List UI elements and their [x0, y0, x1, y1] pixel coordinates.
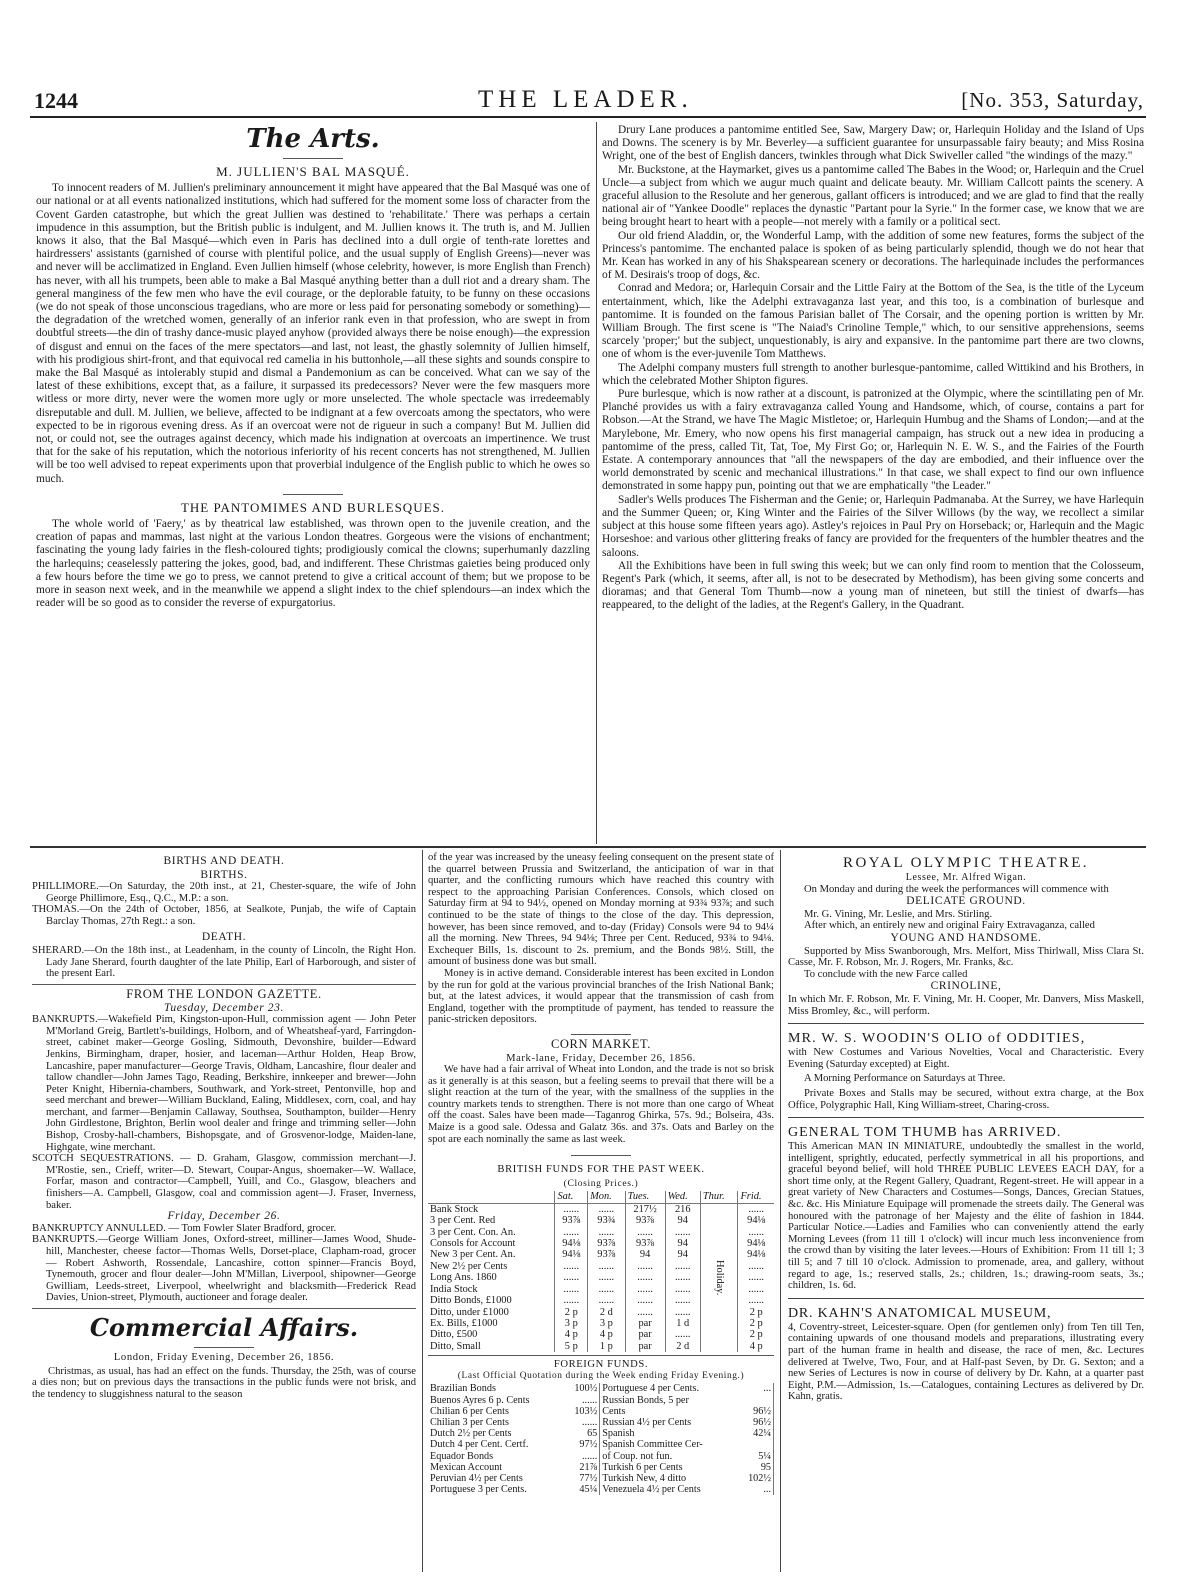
- price-cell: 4 p: [555, 1329, 588, 1340]
- bankrupts-list: BANKRUPTS.—George William Jones, Oxford-street, milliner—James Wood, Shude-hill, Manchester, cheese factor—Thomas Wells, Dorset-place, Clapham-road, grocer — Robert Ashworth, Rossendale, Lancashire, cotton spinner—Francis Boyd, Tynemouth, grocer and flour dealer—John M'Millan, Liverpool, shipowner—George Gwilliam, Leeds-street, Liverpool, wheelwright and blacksmith—Frederick Read Davies, Union-street, Plymouth, auctioneer and forage dealer.: [32, 1234, 416, 1304]
- tom-thumb-title: GENERAL TOM THUMB has ARRIVED.: [788, 1125, 1062, 1141]
- gazette-date: Friday, December 26.: [167, 1210, 281, 1223]
- commercial-column: [428, 852, 774, 1572]
- births-subtitle: BIRTHS.: [200, 868, 248, 881]
- price-cell: ......: [625, 1307, 665, 1318]
- page-header: [30, 86, 1146, 118]
- price-cell: ......: [588, 1261, 626, 1272]
- divider: [788, 1023, 1144, 1024]
- price-cell: ......: [738, 1261, 774, 1272]
- price-cell: 93⅞: [588, 1249, 626, 1260]
- fund-name-cell: Spanish Committee Cer-: [602, 1439, 703, 1451]
- commercial-text: Christmas, as usual, has had an effect on the funds. Thursday, the 25th, was of course a dies non; but on previous days the transactions in the public funds were not brisk, and the tendency to sluggishness natural to the season: [32, 1365, 416, 1400]
- fund-name-cell: Buenos Ayres 6 p. Cents: [430, 1394, 530, 1406]
- column-header: Thur.: [700, 1191, 738, 1203]
- table-row: [428, 1428, 774, 1439]
- olympic-after: After which, an entirely new and original Fairy Extravaganza, called: [804, 920, 1095, 932]
- divider: [32, 984, 416, 985]
- holiday-cell: Holiday.: [700, 1203, 738, 1352]
- fund-name-cell: Chilian 6 per Cents: [430, 1405, 509, 1417]
- theatre-paragraph: All the Exhibitions have been in full swing this week; but we can only find room to mention that the Colosseum, Regent's Park (which, it seems, after all, is not to be desecrated by Methodism), has been giving some concerts and dioramas; and that General Tom Thumb—now a young man of nineteen, but still the tiniest of dwarfs—has reappeared, to the delight of the ladies, at the Regent's Gallery, in the Quadrant.: [602, 559, 1144, 612]
- british-funds-table: [428, 1191, 774, 1352]
- column-rule: [422, 850, 423, 1572]
- section-rule: [30, 846, 1146, 848]
- olympic-conclude: To conclude with the new Farce called: [804, 968, 968, 980]
- price-cell: ...: [738, 1484, 774, 1495]
- british-funds-subtitle: (Closing Prices.): [563, 1177, 639, 1189]
- olympic-play: DELICATE GROUND.: [906, 895, 1026, 908]
- price-cell: ......: [665, 1295, 700, 1306]
- theatre-paragraph: Mr. Buckstone, at the Haymarket, gives us a pantomime called The Babes in the Wood; or, Harlequin and the Cruel Uncle—a subject from which we augur much quaint and delicate beauty. Mr. William Callcott paints the scenery. A graceful allusion to the Resolute and her generous, gallant officers is introduced; and we are glad to find that the really national air of "Yankee Doodle" replaces the dynastic "Partant pour la Syrie." In the former case, we know that we are being brought heart to heart with a people—not merely with a family or a political sect.: [602, 163, 1144, 229]
- price-cell: ......: [738, 1227, 774, 1238]
- commercial-text: Money is in active demand. Considerable interest has been excited in London by the run for gold at the various provincial branches of the Irish National Bank; but, at the latest advices, it would appear that the transmission of cash from England, together with the promptitude of payment, has tended to reassure the panic-stricken depositors.: [428, 967, 774, 1026]
- price-cell: 65: [564, 1428, 600, 1439]
- price-cell: 45¼: [564, 1484, 600, 1495]
- fund-name-cell: 3 per Cent. Con. An.: [430, 1226, 516, 1238]
- price-cell: ......: [738, 1272, 774, 1283]
- foreign-funds-subtitle: (Last Official Quotation during the Week ending Friday Evening.): [457, 1370, 745, 1381]
- price-cell: ......: [625, 1261, 665, 1272]
- price-cell: ......: [588, 1284, 626, 1295]
- fund-name-cell: Mexican Account: [430, 1461, 503, 1473]
- fund-name-cell: Turkish 6 per Cents: [602, 1461, 683, 1473]
- price-cell: 103½: [564, 1406, 600, 1417]
- arts-column: [36, 124, 590, 840]
- price-cell: 2 d: [665, 1341, 700, 1352]
- fund-name-cell: Peruvian 4½ per Cents: [430, 1472, 523, 1484]
- table-row: [428, 1417, 774, 1428]
- theatre-paragraph: Pure burlesque, which is now rather at a discount, is patronized at the Olympic, where the scintillating pen of Mr. Planché provides us with a fairy extravaganza called Young and Handsome, which, of course, contains a part for Robson.—At the Strand, we have The Magic Mistletoe; or, Harlequin Humbug and the Shams of London;—and at the Marylebone, Mr. Emery, who now opens his first managerial campaign, has struck out a new idea in producing a pantomime of the press, called Tit, Tat, Toe, My First Go; or, Harlequin N. E. W. S., and the Fairies of the Fourth Estate. A contemporary announces that "all the newspapers of the day are embodied, and their influence over the world demonstrated by scenic and mechanical illustrations." In that case, we shall expect to find our own influence demonstrated in some happy pun, pointing out that we are emphatically "the Leader.": [602, 388, 1144, 493]
- price-cell: 93⅞: [625, 1215, 665, 1226]
- fund-name-cell: New 3 per Cent. An.: [430, 1249, 516, 1261]
- tom-thumb-text: This American MAN IN MINIATURE, undoubtedly the smallest in the world, intelligent, sprightly, educated, perfectly symmetrical in all his proportions, and graceful beyond belief, will hold THREE PUBLIC LEVEES EACH DAY, for a short time only, at the Regent Gallery, Quadrant, Regent-street. He will appear in a great variety of New Characters and Costumes—Songs, Dances, Grecian Statues, &c. &c. His Miniature Equipage will promenade the streets daily. The General was honoured with the patronage of her Majesty and the élite of fashion in 1844. Particular Notice.—Ladies and Families who can conveniently attend the early Morning Levees (from 11 till 1 o'clock) will incur much less inconvenience from the crowd than by visiting the later levees.—Hours of Exhibition: From 11 till 1; 3 till 5; and 7 till 10 o'clock. Admission to promenade, area, and gallery, without regard to age, 1s.; reserved stalls, 2s.; children, 1s.; drawing-room seats, 3s.; children, 1s. 6d.: [788, 1141, 1144, 1292]
- birth-notice: PHILLIMORE.—On Saturday, the 20th inst., at 21, Chester-square, the wife of John George Phillimore, Esq., Q.C., M.P.: a son.: [32, 881, 416, 904]
- price-cell: 94⅛: [555, 1249, 588, 1260]
- woodin-boxes: Private Boxes and Stalls may be secured, without extra charge, at the Box Office, Polygraphic Hall, King William-street, Charing-cross.: [788, 1087, 1144, 1111]
- commercial-dateline: London, Friday Evening, December 26, 1856.: [113, 1351, 335, 1363]
- price-cell: 94: [665, 1215, 700, 1226]
- price-cell: 93⅞: [625, 1238, 665, 1249]
- price-cell: [738, 1395, 774, 1406]
- price-cell: 94⅛: [555, 1238, 588, 1249]
- price-cell: ......: [555, 1203, 588, 1215]
- olympic-cast: In which Mr. F. Robson, Mr. F. Vining, Mr. H. Cooper, Mr. Danvers, Miss Maskell, Miss Bromley, &c., will perform.: [788, 993, 1144, 1017]
- price-cell: 4 p: [588, 1329, 626, 1340]
- olympic-play: YOUNG AND HANDSOME.: [890, 931, 1042, 944]
- price-cell: ......: [625, 1284, 665, 1295]
- fund-name-cell: Brazilian Bonds: [430, 1383, 496, 1395]
- births-title: BIRTHS AND DEATH.: [163, 855, 285, 867]
- price-cell: ......: [564, 1417, 600, 1428]
- price-cell: ......: [665, 1272, 700, 1283]
- price-cell: ......: [588, 1203, 626, 1215]
- price-cell: ......: [555, 1284, 588, 1295]
- fund-name-cell: Consols for Account: [430, 1238, 516, 1250]
- commercial-heading: Commercial Affairs.: [89, 1312, 359, 1342]
- price-cell: 94: [665, 1238, 700, 1249]
- price-cell: 77½: [564, 1473, 600, 1484]
- fund-name-cell: Ditto, Small: [430, 1340, 481, 1352]
- theatre-paragraph: The Adelphi company musters full strength to another burlesque-pantomime, called Wittikind and his Brothers, in which the celebrated Mother Shipton figures.: [602, 361, 1144, 387]
- fund-name-cell: Dutch 4 per Cent. Certf.: [430, 1439, 529, 1451]
- price-cell: ......: [665, 1261, 700, 1272]
- fund-name-cell: Venezuela 4½ per Cents: [602, 1484, 701, 1496]
- price-cell: 96½: [738, 1417, 774, 1428]
- british-funds-title: BRITISH FUNDS FOR THE PAST WEEK.: [497, 1164, 705, 1176]
- price-cell: 95: [738, 1462, 774, 1473]
- olympic-intro: On Monday and during the week the performances will commence with: [804, 883, 1109, 895]
- commercial-text: of the year was increased by the uneasy feeling consequent on the present state of the quarrel between Prussia and Switzerland, the anticipation of war in that quarter, and the conflicting rumours which have reached this country with respect to the approaching Parisian Conferences. Consols, which closed on Saturday firm at 94 to 94½, opened on Monday morning at 93¾ 93⅞; and such continued to be the state of things to the close of the day. This depression, however, has been since removed, and to-day (Friday) Consols were 94 to 94¼ all the morning. New Threes, 94 94⅛; Three per Cent. Reduced, 93¾ to 94⅛. Exchequer Bills, 1s. discount to 2s. premium, and the Bonds 98½. Still, the amount of business done was but small.: [428, 852, 774, 968]
- price-cell: ......: [665, 1227, 700, 1238]
- fund-name-cell: 3 per Cent. Red: [430, 1215, 496, 1227]
- price-cell: 3 p: [555, 1318, 588, 1329]
- column-header: [428, 1191, 555, 1203]
- table-row: [428, 1203, 774, 1215]
- woodin-title: MR. W. S. WOODIN'S OLIO of ODDITIES,: [788, 1031, 1086, 1047]
- theatre-paragraph: Conrad and Medora; or, Harlequin Corsair and the Little Fairy at the Bottom of the Sea, is the title of the Lyceum entertainment, which, like the Adelphi extravaganza last year, and this too, is a combination of burlesque and pantomime. It is founded on the famous Parisian ballet of The Corsair, and the opening portion is written by Mr. William Brough. The first scene is "The Naiad's Crinoline Temple," which, to our sensitive apprehensions, seems scarcely 'proper;' but the subject, unquestionably, is airy and expansive. In the pantomime part there are two clowns, one of whom is the ever-juvenile Tom Matthews.: [602, 282, 1144, 361]
- price-cell: 3 p: [588, 1318, 626, 1329]
- julien-article-text: To innocent readers of M. Jullien's preliminary announcement it might have appeared that the Bal Masqué was one of our national or at all events nationalized institutions, which had suffered for the moment some loss of character from the Covent Garden catastrophe, but which the great Jullien was destined to 'rehabilitate.' There was perhaps a certain impudence in this assumption, but the British public is indulgent, and M. Jullien knows it. The truth is, and M. Jullien knows it also, that the Bal Masqué—which even in Paris has declined into a dull orgie of tenth-rate lorettes and hairdressers' assistants (garnished of course with plentiful police, and the usual supply of English Greens)—never was and never will be acclimatized in England. Even Jullien himself (whose celebrity, however, is more English than French) has never, with all his trumpets, been able to make a Bal Masqué anything better than a dull riot and a dreary sham. The general manginess of the few men who have the evil courage, or the deplorable fatuity, to be funny on these occasions (we do not speak of those unconscious tragedians, who are more or less paid for personating somebody or something)—the degradation of the wretched women, generally of an inferior rank even in that profession, who are swept in from doubtful streets—the din of trashy dance-music played anyhow (provided always there be noise enough)—the expression of disgust and ennui on the faces of the mere spectators—and last, not least, the ghastly solemnity of Jullien himself, with his prodigious shirt-front, and that equivocal red camelia in his buttonhole,—all these sights and sounds conspire to make the Bal Masqué as intolerably stupid and dismal a Pandemonium as can be conceived. What can we say of the latest of these exhibitions, except that, as a failure, it surpassed its predecessors? Never were the few masquers more witless or more dirty, never were the women more ugly or more unselected. The whole spectacle was irredeemably disreputable and dull. M. Jullien, we believe, affected to be indignant at a few overcoats among the spectators, who were expected to be in rigorous evening dress. As if an overcoat were not de rigueur in such a company! But M. Jullien did not, or could not, see the outrages against decency, which made his indignation at overcoats an impertinence. We trust that for the sake of his reputation, which the notorious inferiority of his recent concerts has not strengthened, M. Jullien will be too well advised to repeat experiments upon that proverbial indulgence of the English public to which he owes so much.: [36, 182, 590, 485]
- price-cell: ......: [665, 1329, 700, 1340]
- divider: [194, 1347, 254, 1348]
- fund-name-cell: of Coup. not fun.: [602, 1450, 673, 1462]
- births-gazette-column: [32, 852, 416, 1572]
- theatre-paragraph: Drury Lane produces a pantomime entitled See, Saw, Margery Daw; or, Harlequin Holiday and the Island of Ups and Downs. The scenery is by Mr. Beverley—a sufficient guarantee for unsurpassable fairy beauty; and Miss Rosina Wright, one of the best of English dancers, twinkles through what Dick Swiveller called "the windings of the mazy.": [602, 124, 1144, 163]
- olympic-play: CRINOLINE,: [930, 980, 1002, 993]
- price-cell: 216: [665, 1203, 700, 1215]
- divider: [571, 1155, 631, 1156]
- julien-article-title: M. JULLIEN'S BAL MASQUÉ.: [216, 164, 410, 179]
- foreign-funds-table: [428, 1383, 774, 1495]
- price-cell: 1 d: [665, 1318, 700, 1329]
- divider: [788, 1117, 1144, 1118]
- price-cell: 2 d: [588, 1307, 626, 1318]
- table-row: [428, 1395, 774, 1406]
- arts-heading: The Arts.: [246, 124, 380, 154]
- price-cell: 2 p: [738, 1318, 774, 1329]
- price-cell: 93¾: [588, 1215, 626, 1226]
- price-cell: ......: [588, 1272, 626, 1283]
- price-cell: 4 p: [738, 1341, 774, 1352]
- fund-name-cell: Ditto Bonds, £1000: [430, 1295, 512, 1307]
- price-cell: 5¼: [738, 1451, 774, 1462]
- table-header-row: [428, 1191, 774, 1203]
- scotch-sequestrations: SCOTCH SEQUESTRATIONS. — D. Graham, Glasgow, commission merchant—J. M'Rostie, sen., Crieff, writer—D. Stewart, Coupar-Angus, shoemaker—W. Wallace, Forfar, mason and contractor—Campbell, Yuill, and Co., Glasgow, bleachers and finishers—A. Campbell, Glasgow, coal and commission agent—J. Fraser, Inverness, baker.: [32, 1153, 416, 1211]
- price-cell: ......: [555, 1272, 588, 1283]
- price-cell: 93⅞: [588, 1238, 626, 1249]
- divider: [571, 1034, 631, 1035]
- death-subtitle: DEATH.: [201, 930, 247, 943]
- fund-name-cell: Dutch 2½ per Cents: [430, 1428, 512, 1440]
- price-cell: 93⅞: [555, 1215, 588, 1226]
- fund-name-cell: Chilian 3 per Cents: [430, 1416, 509, 1428]
- table-row: [428, 1439, 774, 1450]
- divider: [788, 1298, 1144, 1299]
- issue-number: [No. 353, Saturday,: [961, 88, 1144, 112]
- column-header: Tues.: [625, 1191, 665, 1203]
- foreign-funds-body: [428, 1383, 774, 1495]
- price-cell: ......: [738, 1203, 774, 1215]
- kahn-text: 4, Coventry-street, Leicester-square. Open (for gentlemen only) from Ten till Ten, containing upwards of one thousand models and preparations, illustrating every part of the human frame in health and disease, the race of men, &c. Lectures delivered at Twelve, Two, Four, and at Half-past Seven, by Dr. G. Sexton; and a new Series of Lectures is now in course of delivery by Dr. Kahn, at a quarter past Eight, P.M.—Admission, 1s.—Catalogues, containing Lectures as delivered by Dr. Kahn, gratis.: [788, 1321, 1144, 1403]
- price-cell: ......: [564, 1451, 600, 1462]
- price-cell: 94⅛: [738, 1249, 774, 1260]
- column-header: Sat.: [555, 1191, 588, 1203]
- fund-name-cell: Ditto, under £1000: [430, 1306, 509, 1318]
- fund-name-cell: Turkish New, 4 ditto: [602, 1472, 687, 1484]
- foreign-funds-title: FOREIGN FUNDS.: [553, 1359, 649, 1371]
- price-cell: 94⅛: [738, 1215, 774, 1226]
- theatre-paragraph: Sadler's Wells produces The Fisherman and the Genie; or, Harlequin Padmanaba. At the Surrey, we have Harlequin and the Summer Queen; or, King Winter and the Fairies of the Silver Willows (by the way, we recollect a similar subject at this house some fifteen years ago). Astley's rejoices in Paul Pry on Horseback; or, Harlequin and the Magic Horseshoe: and various other glittering freaks of fancy are provided for the frequenters of the humbler theatres and the saloons.: [602, 493, 1144, 559]
- fund-name-cell: Cents: [602, 1405, 626, 1417]
- corn-market-title: CORN MARKET.: [550, 1036, 652, 1051]
- price-cell: 94⅛: [738, 1238, 774, 1249]
- price-cell: ......: [738, 1284, 774, 1295]
- price-cell: 217½: [625, 1203, 665, 1215]
- gazette-title: FROM THE LONDON GAZETTE.: [126, 986, 322, 1001]
- fund-name-cell: Portuguese 4 per Cents.: [602, 1383, 700, 1395]
- woodin-text: with New Costumes and Various Novelties, Vocal and Characteristic. Every Evening (Saturday excepted) at Eight.: [788, 1047, 1144, 1070]
- theatre-paragraph: Our old friend Aladdin, or, the Wonderful Lamp, with the addition of some new features, forms the subject of the Princess's pantomime. The enchanted palace is spoken of as being particularly splendid, though we do not hear that Mr. Kean has worked in any of his Shakspearean scenery or decorations. The harlequinade includes the performances of M. Desirais's troop of dogs, &c.: [602, 229, 1144, 282]
- divider: [428, 1355, 774, 1356]
- price-cell: 97½: [564, 1439, 600, 1450]
- price-cell: 94: [665, 1249, 700, 1260]
- price-cell: 2 p: [555, 1307, 588, 1318]
- table-row: [428, 1406, 774, 1417]
- advertisements-column: [788, 854, 1144, 1572]
- fund-name-cell: Portuguese 3 per Cents.: [430, 1484, 527, 1496]
- table-row: [428, 1462, 774, 1473]
- column-header: Mon.: [588, 1191, 626, 1203]
- page-number: 1244: [34, 88, 78, 113]
- table-row: [428, 1473, 774, 1484]
- table-row: [428, 1451, 774, 1462]
- table-row: [428, 1484, 774, 1495]
- price-cell: 5 p: [555, 1341, 588, 1352]
- theatres-column: [602, 124, 1144, 840]
- olympic-cast: Mr. G. Vining, Mr. Leslie, and Mrs. Stirling.: [804, 908, 993, 920]
- price-cell: ......: [625, 1227, 665, 1238]
- fund-name-cell: Bank Stock: [430, 1203, 479, 1215]
- kahn-title: DR. KAHN'S ANATOMICAL MUSEUM,: [788, 1305, 1052, 1321]
- olympic-title: ROYAL OLYMPIC THEATRE.: [843, 855, 1089, 871]
- fund-name-cell: Ditto, £500: [430, 1329, 478, 1341]
- price-cell: ......: [625, 1295, 665, 1306]
- price-cell: par: [625, 1318, 665, 1329]
- price-cell: 21⅞: [564, 1462, 600, 1473]
- price-cell: ......: [555, 1295, 588, 1306]
- woodin-morning: A Morning Performance on Saturdays at Three.: [804, 1073, 1006, 1085]
- bankruptcy-annulled: BANKRUPTCY ANNULLED. — Tom Fowler Slater Bradford, grocer.: [32, 1222, 337, 1234]
- price-cell: par: [625, 1341, 665, 1352]
- corn-market-text: We have had a fair arrival of Wheat into London, and the trade is not so brisk as it generally is at this season, but a feeling seems to prevail that there will be a slight reaction at the turn of the year, with the smallness of the supplies in the country markets tends to strengthen. There is not more than one cargo of Wheat off the coast. Sales have been made—Taganrog Ghirka, 57s. 9d.; Bolseira, 43s. Maize is a good sale. Odessa and Galatz 36s. and 37s. Oats and Barley on the spot are each nominally the same as last week.: [428, 1064, 774, 1145]
- column-rule: [596, 122, 597, 844]
- death-notice: SHERARD.—On the 18th inst., at Leadenham, in the county of Lincoln, the Right Hon. Lady Jane Sherard, fourth daughter of the late Philip, Earl of Harborough, and sister of the present Earl.: [32, 945, 416, 980]
- birth-notice: THOMAS.—On the 24th of October, 1856, at Sealkote, Punjab, the wife of Captain Barclay Thomas, 27th Regt.: a son.: [32, 904, 416, 927]
- price-cell: ......: [588, 1227, 626, 1238]
- british-funds-body: [428, 1203, 774, 1352]
- price-cell: ...: [738, 1383, 774, 1394]
- fund-name-cell: Long Ans. 1860: [430, 1272, 497, 1284]
- price-cell: [738, 1439, 774, 1450]
- divider: [283, 494, 343, 495]
- price-cell: 42¼: [738, 1428, 774, 1439]
- column-header: Frid.: [738, 1191, 774, 1203]
- olympic-lessee: Lessee, Mr. Alfred Wigan.: [905, 872, 1027, 883]
- newspaper-title: THE LEADER.: [478, 86, 693, 113]
- fund-name-cell: Ex. Bills, £1000: [430, 1317, 498, 1329]
- divider: [32, 1308, 416, 1309]
- fund-name-cell: New 2½ per Cents: [430, 1260, 508, 1272]
- divider: [283, 158, 343, 159]
- price-cell: 2 p: [738, 1307, 774, 1318]
- olympic-cast: Supported by Miss Swanborough, Mrs. Melfort, Miss Thirlwall, Miss Clara St. Casse, Mr. F. Robson, Mr. J. Rogers, Mr. Franks, &c.: [788, 945, 1144, 969]
- price-cell: 94: [625, 1249, 665, 1260]
- price-cell: ......: [555, 1261, 588, 1272]
- column-header: Wed.: [665, 1191, 700, 1203]
- corn-market-dateline: Mark-lane, Friday, December 26, 1856.: [506, 1052, 696, 1064]
- pantomimes-article-title: THE PANTOMIMES AND BURLESQUES.: [180, 499, 446, 515]
- price-cell: ......: [555, 1227, 588, 1238]
- price-cell: 96½: [738, 1406, 774, 1417]
- gazette-date: Tuesday, December 23.: [164, 1001, 284, 1014]
- price-cell: ......: [665, 1284, 700, 1295]
- bankrupts-list: BANKRUPTS.—Wakefield Pim, Kingston-upon-Hull, commission agent — John Peter M'Morland Greig, Bartlett's-buildings, Holborn, and of Wheatsheaf-yard, Farringdon-street, cabinet maker—George Gosling, Sidmouth, Devonshire, builder—Edward Jenkins, Birmingham, draper, hosier, and laceman—Arthur Holden, Heap Brow, Lancashire, paper manufacturer—George Travis, Oldham, Lancashire, flour dealer and tallow chandler—John James Tago, Reading, Berkshire, innkeeper and brewer—John Peter Knight, Hibernia-chambers, Southwark, and York-street, Pentonville, hop and seed merchant and brewer—William Buckland, Ealing, Middlesex, corn, coal, and hay merchant, and farmer—Benjamin Callaway, Southsea, Southampton, builder—Henry John Girdlestone, Brighton, Berlin wool dealer and fringe and trimming seller—John Bishop, Crosby-hall-chambers, Bishopsgate, and of Grosvenor-lodge, Maiden-lane, Highgate, wine merchant.: [32, 1014, 416, 1153]
- price-cell: ......: [564, 1395, 600, 1406]
- column-rule: [780, 850, 781, 1572]
- price-cell: ......: [738, 1295, 774, 1306]
- price-cell: ......: [625, 1272, 665, 1283]
- price-cell: 1 p: [588, 1341, 626, 1352]
- table-row: [428, 1383, 774, 1394]
- price-cell: ......: [665, 1307, 700, 1318]
- fund-name-cell: Russian 4½ per Cents: [602, 1416, 692, 1428]
- price-cell: 102½: [738, 1473, 774, 1484]
- fund-name-cell: Equador Bonds: [430, 1450, 494, 1462]
- price-cell: par: [625, 1329, 665, 1340]
- fund-name-cell: Russian Bonds, 5 per: [602, 1394, 689, 1406]
- price-cell: 100½: [564, 1383, 600, 1394]
- fund-name-cell: Spanish: [602, 1428, 635, 1440]
- price-cell: 2 p: [738, 1329, 774, 1340]
- fund-name-cell: India Stock: [430, 1283, 478, 1295]
- pantomimes-article-text: The whole world of 'Faery,' as by theatrical law established, was thrown open to the juvenile creation, and the creation of papas and mammas, last night at the various London theatres. Gorgeous were the visions of enchantment; fascinating the young lady fairies in the flesh-coloured tights; prodigiously comical the clowns; superhumanly dazzling the harlequins; ceaselessly pattering the jokes, good, bad, and indifferent. These Christmas gaieties being produced only a few hours before the time we go to press, we cannot pretend to give a critical account of them; but we propose to be more in season next week, and in the meanwhile we append a slight index to the chief splendours—an index which the reader will be so good as to consider the reverse of expurgatorius.: [36, 518, 590, 610]
- price-cell: ......: [588, 1295, 626, 1306]
